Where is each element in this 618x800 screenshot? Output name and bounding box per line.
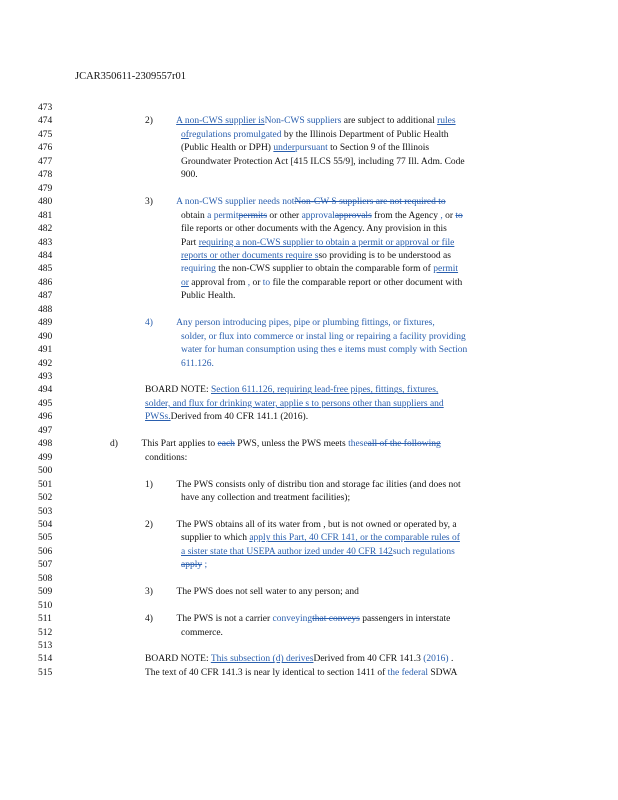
revised-text: requiring xyxy=(181,264,216,275)
text-line xyxy=(145,317,435,330)
deleted-text: apply xyxy=(181,560,203,571)
deleted-text: that conveys xyxy=(312,614,360,625)
text-run: The PWS obtains all of its water from , but is not owned or operated by, a xyxy=(176,519,457,530)
text-line xyxy=(145,452,187,465)
revised-text: the federal xyxy=(387,667,429,678)
text-line xyxy=(145,653,453,666)
line-number: 483 xyxy=(38,237,53,248)
text-run: file reports or other documents with the Agency. Any provision in this xyxy=(181,224,447,235)
deleted-text: Non-CW S suppliers are not required to xyxy=(294,197,446,208)
inserted-text: requiring a non-CWS supplier to obtain a permit or approval or file xyxy=(198,237,455,248)
text-run: so providing is to be understood as xyxy=(318,250,451,261)
text-line xyxy=(181,358,214,371)
line-number: 511 xyxy=(38,614,52,625)
line-number: 486 xyxy=(38,277,53,288)
text-line xyxy=(145,398,444,411)
revised-text: solder, or flux into commerce or instal ling or repairing a facility providing xyxy=(181,331,466,342)
line-number: 501 xyxy=(38,479,53,490)
line-number: 481 xyxy=(38,210,53,221)
text-line xyxy=(145,613,450,626)
text-run: 3) xyxy=(145,197,153,208)
text-line xyxy=(145,479,461,492)
text-line xyxy=(110,438,441,451)
text-run: are subject to additional xyxy=(341,116,438,127)
inserted-text: permit xyxy=(433,264,459,275)
text-run: Derived from 40 CFR 141.3 xyxy=(313,654,424,665)
text-line xyxy=(181,546,455,559)
revised-text: such regulations xyxy=(392,546,455,557)
text-run: Public Health. xyxy=(181,291,236,302)
line-number: 505 xyxy=(38,533,53,544)
text-line xyxy=(145,411,308,424)
text-run: d) xyxy=(110,439,118,450)
text-run: The PWS is not a carrier xyxy=(176,614,273,625)
text-line xyxy=(181,223,447,236)
text-run: 4) xyxy=(145,614,153,625)
line-number: 498 xyxy=(38,439,53,450)
text-run: Derived from 40 CFR 141.1 (2016). xyxy=(170,412,309,423)
revised-text: A non-CWS supplier needs not xyxy=(176,197,295,208)
text-run: obtain xyxy=(181,210,208,221)
inserted-text: apply this Part, 40 CFR 141, or the comparable rules of xyxy=(249,533,460,544)
line-number: 482 xyxy=(38,224,53,235)
deleted-text: to xyxy=(455,210,463,221)
line-number: 495 xyxy=(38,398,53,409)
text-line xyxy=(181,331,466,344)
text-run: BOARD NOTE: xyxy=(145,654,211,665)
line-number: 476 xyxy=(38,143,53,154)
line-number: 515 xyxy=(38,667,53,678)
line-number: 509 xyxy=(38,587,53,598)
text-run: This Part applies to xyxy=(141,439,218,450)
revised-text: a permit xyxy=(207,210,239,221)
text-run: 900. xyxy=(181,170,198,181)
text-run: Part xyxy=(181,237,199,248)
line-number: 480 xyxy=(38,197,53,208)
text-line xyxy=(181,492,350,505)
inserted-text: rules xyxy=(437,116,456,127)
text-line xyxy=(145,667,457,680)
revised-text: to xyxy=(262,277,271,288)
text-line xyxy=(181,627,223,640)
inserted-text: This subsection (d) derives xyxy=(210,654,314,665)
line-number: 497 xyxy=(38,425,53,436)
inserted-text: A non-CWS supplier is xyxy=(176,116,265,127)
deleted-text: each xyxy=(217,439,235,450)
line-number: 474 xyxy=(38,116,53,127)
deleted-text: approvals xyxy=(334,210,372,221)
line-number: 513 xyxy=(38,641,53,651)
line-number: 488 xyxy=(38,304,53,315)
line-number: 514 xyxy=(38,654,53,665)
revised-text: conveying xyxy=(272,614,313,625)
line-number: 507 xyxy=(38,560,53,571)
revised-text: approval xyxy=(301,210,335,221)
revised-text: these xyxy=(348,439,368,450)
deleted-text: all of the following xyxy=(367,439,441,450)
text-run xyxy=(153,587,177,597)
line-number: 504 xyxy=(38,519,53,530)
line-number: 484 xyxy=(38,250,53,261)
line-number: 496 xyxy=(38,412,53,423)
document-id: JCAR350611-2309557r01 xyxy=(75,71,187,82)
text-run: The PWS consists only of distribu tion and storage fac ilities (and does not xyxy=(176,479,461,490)
line-number: 494 xyxy=(38,385,53,396)
inserted-text: under xyxy=(273,143,295,154)
line-number: 485 xyxy=(38,264,53,275)
text-line xyxy=(145,586,359,599)
text-run: 2) xyxy=(145,519,153,530)
text-run: have any collection and treatment facilities); xyxy=(181,493,351,504)
line-number: 489 xyxy=(38,318,53,329)
revised-text: ; xyxy=(202,560,208,571)
text-run: 2) xyxy=(145,116,153,127)
line-number: 479 xyxy=(38,183,53,194)
line-number: 506 xyxy=(38,546,53,557)
line-number: 499 xyxy=(38,452,53,463)
inserted-text: a sister state that USEPA author ized under 40 CFR 142 xyxy=(181,546,393,557)
line-number: 473 xyxy=(38,103,53,113)
revised-text: , xyxy=(247,277,251,288)
line-number: 503 xyxy=(38,506,53,517)
revised-text: 4) xyxy=(145,318,153,329)
line-number: 510 xyxy=(38,600,53,611)
text-run: by the Illinois Department of Public Health xyxy=(281,129,449,140)
text-run: or xyxy=(442,210,456,221)
text-line xyxy=(181,210,463,223)
inserted-text: PWSs. xyxy=(145,412,171,423)
revised-text: pursuant xyxy=(295,143,328,154)
text-run: 1) xyxy=(145,479,153,490)
line-number: 492 xyxy=(38,358,53,369)
text-run: the non-CWS supplier to obtain the comparable form of xyxy=(215,264,434,275)
revised-text: regulations promulgated xyxy=(188,129,282,140)
revised-text: 611.126. xyxy=(181,358,214,369)
line-number: 502 xyxy=(38,493,53,504)
text-run xyxy=(153,116,176,126)
text-run: passengers in interstate xyxy=(359,614,451,625)
text-run: from the Agency xyxy=(371,210,441,221)
deleted-text: permits xyxy=(238,210,268,221)
line-number: 493 xyxy=(38,372,53,382)
inserted-text: or xyxy=(181,277,189,288)
revised-text: water for human consumption using thes e items must comply with Section xyxy=(181,345,468,356)
inserted-text: solder, and flux for drinking water, applie s to persons other than suppliers and xyxy=(145,398,444,409)
text-run: or other xyxy=(267,210,302,221)
inserted-text: reports or other documents require s xyxy=(181,250,319,261)
text-line xyxy=(181,142,429,155)
text-line xyxy=(181,169,198,182)
line-number: 487 xyxy=(38,291,53,302)
text-run: BOARD NOTE: xyxy=(145,385,211,396)
inserted-text: of xyxy=(181,129,189,140)
text-line xyxy=(181,532,460,545)
text-run: to Section 9 of the Illinois xyxy=(327,143,430,154)
text-run: conditions: xyxy=(145,452,188,463)
text-run: The PWS does not sell water to any person; and xyxy=(176,587,359,598)
text-run: . xyxy=(448,654,454,665)
line-number: 490 xyxy=(38,331,53,342)
text-run: The text of 40 CFR 141.3 is near ly identical to section 1411 of xyxy=(145,667,388,678)
line-number: 478 xyxy=(38,170,53,181)
text-run: Groundwater Protection Act [415 ILCS 55/9], including 77 Ill. Adm. Code xyxy=(181,156,465,167)
text-line xyxy=(145,115,456,128)
text-line xyxy=(181,250,451,263)
text-run xyxy=(118,439,142,449)
text-run xyxy=(153,318,176,328)
text-line xyxy=(145,196,446,209)
text-line xyxy=(145,519,457,532)
text-line xyxy=(181,344,467,357)
line-number: 512 xyxy=(38,627,53,638)
text-line xyxy=(181,277,462,290)
revised-text: Non-CWS suppliers xyxy=(264,116,342,127)
text-run xyxy=(153,614,177,624)
text-run: supplier to which xyxy=(181,533,250,544)
text-run: or xyxy=(250,277,263,288)
line-number: 475 xyxy=(38,129,53,140)
line-number: 491 xyxy=(38,345,53,356)
revised-text: (2016) xyxy=(423,654,449,665)
text-run xyxy=(153,197,176,207)
text-line xyxy=(181,559,207,572)
text-run: PWS, unless the PWS meets xyxy=(234,439,349,450)
text-run xyxy=(153,480,177,490)
inserted-text: Section 611.126, requiring lead-free pipes, fittings, fixtures, xyxy=(210,385,439,396)
text-run: SDWA xyxy=(428,667,458,678)
text-line xyxy=(145,384,438,397)
text-line xyxy=(181,129,449,142)
text-run: commerce. xyxy=(181,627,223,638)
text-line xyxy=(181,156,465,169)
line-number: 477 xyxy=(38,156,53,167)
text-run: file the comparable report or other document with xyxy=(270,277,463,288)
text-line xyxy=(181,237,454,250)
text-run: (Public Health or DPH) xyxy=(181,143,274,154)
text-line xyxy=(181,263,458,276)
text-run: approval from xyxy=(188,277,248,288)
text-run xyxy=(153,520,177,530)
text-line xyxy=(181,290,235,303)
revised-text: , xyxy=(440,210,443,221)
revised-text: Any person introducing pipes, pipe or plumbing fittings, or fixtures, xyxy=(176,318,435,329)
line-number: 508 xyxy=(38,573,53,584)
line-number: 500 xyxy=(38,466,53,477)
text-run: 3) xyxy=(145,587,153,598)
